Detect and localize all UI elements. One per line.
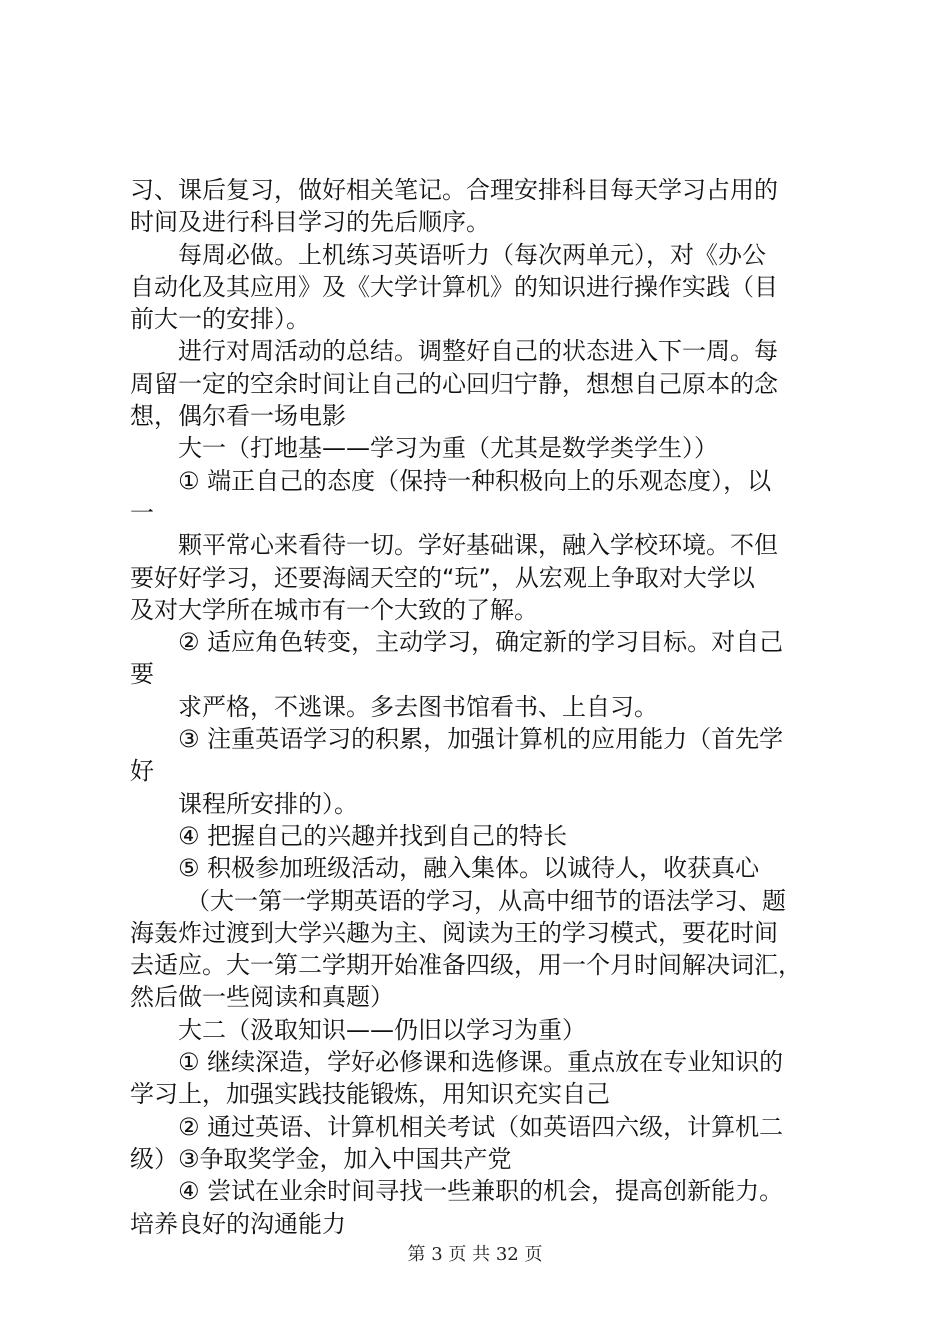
text-line: 学习上，加强实践技能锻炼，用知识充实自己	[130, 1080, 610, 1109]
text-line: 去适应。大一第二学期开始准备四级，用一个月时间解决词汇，	[130, 951, 802, 980]
text-line: 要	[130, 660, 154, 689]
text-line: 前大一的安排）。	[130, 305, 310, 334]
text-line: 习、课后复习，做好相关笔记。合理安排科目每天学习占用的	[130, 176, 778, 204]
text-line: （大一第一学期英语的学习，从高中细节的语法学习、题	[186, 886, 786, 915]
text-line: 一	[130, 498, 154, 527]
text-line: ③ 注重英语学习的积累，加强计算机的应用能力（首先学	[178, 725, 784, 754]
text-line: ④ 尝试在业余时间寻找一些兼职的机会，提高创新能力。	[178, 1177, 784, 1206]
text-line: 培养良好的沟通能力	[130, 1209, 346, 1238]
text-line: 海轰炸过渡到大学兴趣为主、阅读为王的学习模式，要花时间	[130, 918, 778, 947]
text-line: 好	[130, 757, 154, 786]
text-line: 级）③争取奖学金，加入中国共产党	[130, 1144, 512, 1173]
text-line: 时间及进行科目学习的先后顺序。	[130, 208, 490, 237]
text-line: 求严格，不逃课。多去图书馆看书、上自习。	[178, 692, 658, 721]
text-line: ② 通过英语、计算机相关考试（如英语四六级，计算机二	[178, 1112, 784, 1141]
text-line: 颗平常心来看待一切。学好基础课，融入学校环境。不但	[178, 531, 778, 560]
page-footer: 第 3 页 共 32 页	[407, 1244, 543, 1265]
text-line: 想，偶尔看一场电影	[130, 402, 346, 431]
text-line: ② 适应角色转变，主动学习，确定新的学习目标。对自己	[178, 628, 784, 657]
document-body	[130, 174, 830, 1240]
text-line: ① 继续深造，学好必修课和选修课。重点放在专业知识的	[178, 1048, 784, 1077]
text-line: 然后做一些阅读和真题）	[130, 983, 394, 1012]
text-line: 每周必做。上机练习英语听力（每次两单元），对《办公	[178, 240, 766, 269]
text-line: ① 端正自己的态度（保持一种积极向上的乐观态度），以	[178, 466, 772, 495]
text-line: 自动化及其应用》及《大学计算机》的知识进行操作实践（目	[130, 272, 778, 301]
text-line: ④ 把握自己的兴趣并找到自己的特长	[178, 821, 568, 850]
text-line: 周留一定的空余时间让自己的心回归宁静，想想自己原本的念	[130, 369, 778, 398]
text-line: 及对大学所在城市有一个大致的了解。	[130, 595, 538, 624]
text-line: ⑤ 积极参加班级活动，融入集体。以诚待人，收获真心	[178, 854, 760, 883]
text-line: 要好好学习，还要海阔天空的“玩”，从宏观上争取对大学以	[130, 563, 755, 592]
text-line: 进行对周活动的总结。调整好自己的状态进入下一周。每	[178, 337, 778, 366]
text-line: 课程所安排的）。	[178, 789, 358, 818]
text-line: 大一（打地基——学习为重（尤其是数学类学生））	[178, 434, 718, 463]
text-line: 大二（汲取知识——仍旧以学习为重）	[178, 1015, 586, 1044]
